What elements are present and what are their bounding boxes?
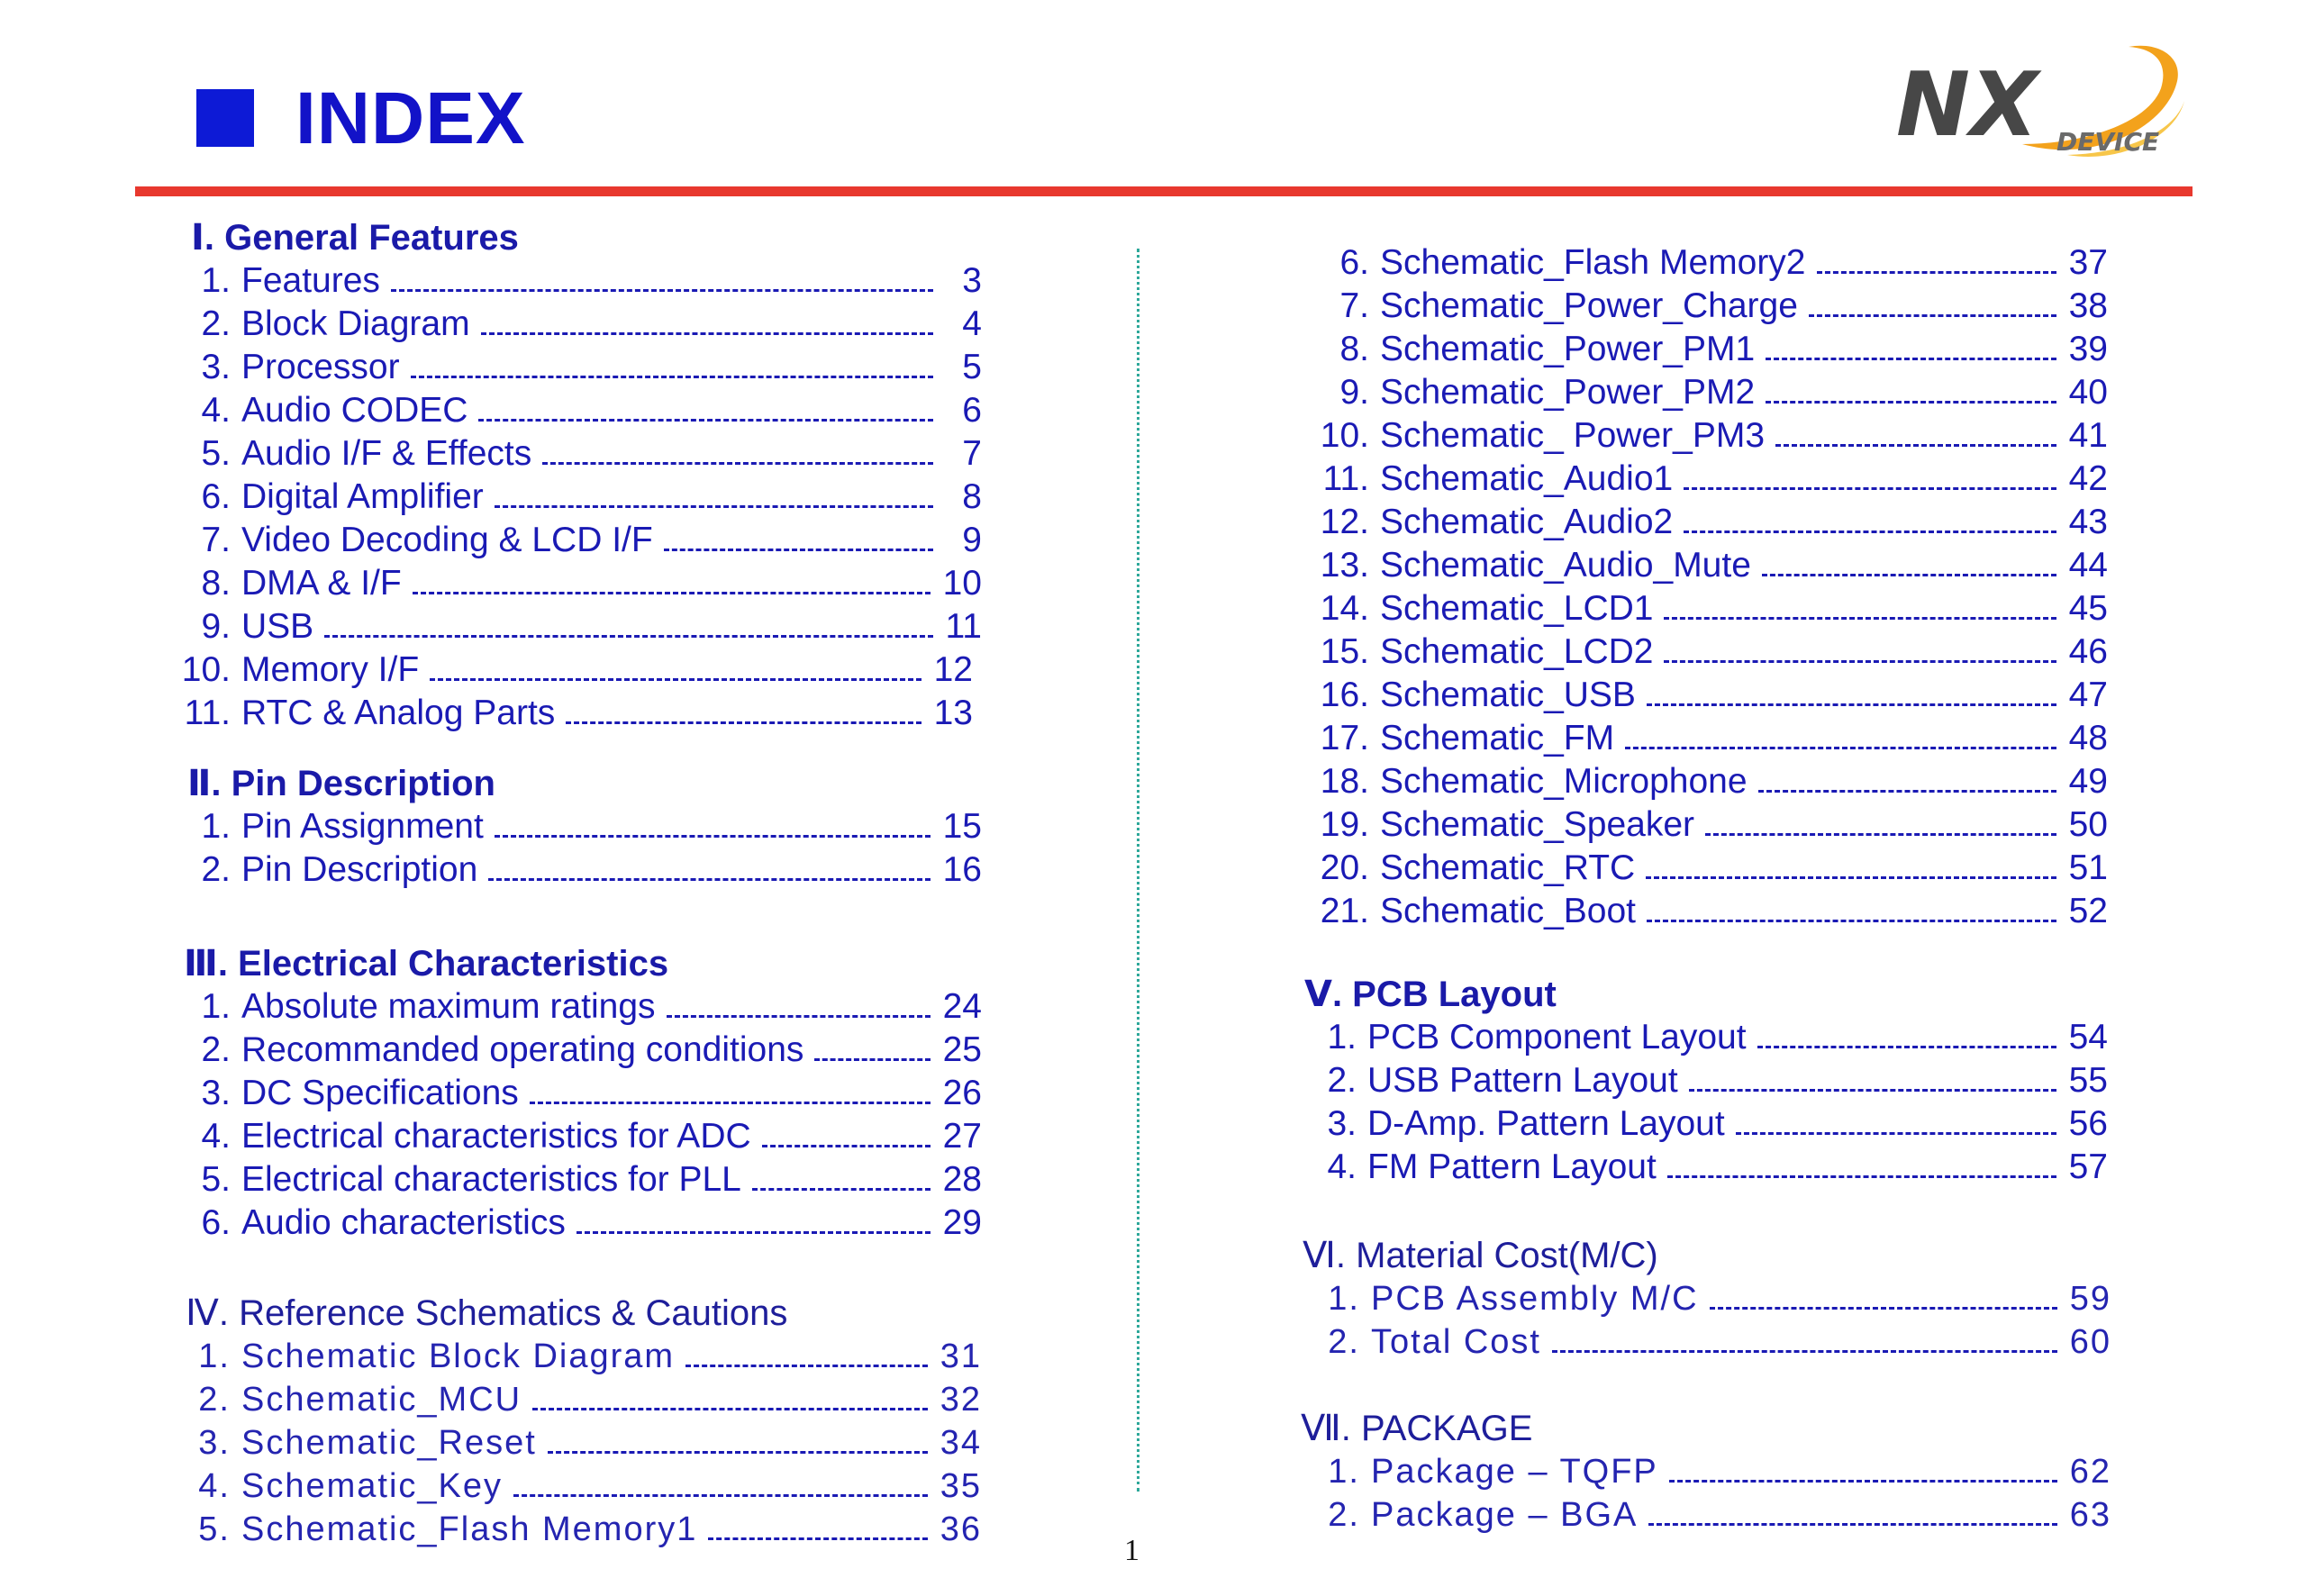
toc-row[interactable]: 14. Schematic_LCD1 45 <box>1320 589 2108 628</box>
toc-row[interactable]: 5. Audio I/F & Effects 7 <box>201 434 982 473</box>
toc-row[interactable]: 2. Package – BGA 63 <box>1328 1496 2111 1534</box>
toc-row[interactable]: 3. D-Amp. Pattern Layout 56 <box>1327 1104 2108 1143</box>
page-title: INDEX <box>295 77 526 159</box>
section-title-package: Ⅶ. PACKAGE <box>1301 1409 1533 1448</box>
toc-row[interactable]: 2. Recommanded operating conditions 25 <box>201 1030 982 1069</box>
toc-row[interactable]: 8. Schematic_Power_PM1 39 <box>1339 330 2108 368</box>
toc-row[interactable]: 2. Total Cost 60 <box>1328 1323 2111 1361</box>
toc-row[interactable]: 17. Schematic_FM 48 <box>1320 719 2108 757</box>
toc-row[interactable]: 2. Schematic_MCU 32 <box>198 1381 982 1419</box>
toc-row[interactable]: 2. USB Pattern Layout 55 <box>1327 1061 2108 1100</box>
logo-text-nx: NX <box>1896 54 2038 157</box>
toc-row[interactable]: 2. Block Diagram 4 <box>201 304 982 343</box>
toc-row[interactable]: 1. Absolute maximum ratings 24 <box>201 987 982 1026</box>
toc-row[interactable]: 11. Schematic_Audio1 42 <box>1322 459 2108 498</box>
section-title-pcb-layout: Ⅴ. PCB Layout <box>1304 975 1557 1014</box>
toc-row[interactable]: 18. Schematic_Microphone 49 <box>1320 762 2108 801</box>
toc-row[interactable]: 3. Processor 5 <box>201 348 982 386</box>
toc-row[interactable]: 3. Schematic_Reset 34 <box>198 1424 982 1462</box>
toc-row[interactable]: 15. Schematic_LCD2 46 <box>1320 632 2108 671</box>
section-title-pin-description: Ⅱ. Pin Description <box>187 764 495 803</box>
toc-row[interactable]: 9. USB 11 <box>201 607 982 646</box>
toc-row[interactable]: 7. Video Decoding & LCD I/F 9 <box>201 521 982 559</box>
title-bullet-square <box>196 89 254 147</box>
toc-row[interactable]: 4. Schematic_Key 35 <box>198 1467 982 1505</box>
toc-row[interactable]: 4. Audio CODEC 6 <box>201 391 982 430</box>
toc-row[interactable]: 8. DMA & I/F 10 <box>201 564 982 603</box>
toc-row[interactable]: 4. FM Pattern Layout 57 <box>1327 1147 2108 1186</box>
page-number: 1 <box>1124 1534 1139 1567</box>
column-divider <box>1137 249 1139 1492</box>
toc-row[interactable]: 12. Schematic_Audio2 43 <box>1320 503 2108 541</box>
toc-row[interactable]: 19. Schematic_Speaker 50 <box>1320 805 2108 844</box>
toc-row[interactable]: 13. Schematic_Audio_Mute 44 <box>1320 546 2108 585</box>
toc-row[interactable]: 1. Pin Assignment 15 <box>201 807 982 846</box>
toc-row[interactable]: 3. DC Specifications 26 <box>201 1074 982 1112</box>
toc-row[interactable]: 4. Electrical characteristics for ADC 27 <box>201 1117 982 1156</box>
toc-row[interactable]: 20. Schematic_RTC 51 <box>1320 848 2108 887</box>
toc-row[interactable]: 1. Features 3 <box>201 261 982 300</box>
section-title-reference-schematics: Ⅳ. Reference Schematics & Cautions <box>186 1293 788 1333</box>
header-red-rule <box>135 186 2193 196</box>
toc-row[interactable]: 6. Audio characteristics 29 <box>201 1203 982 1242</box>
toc-row[interactable]: 1. Package – TQFP 62 <box>1328 1453 2111 1491</box>
toc-row[interactable]: 7. Schematic_Power_Charge 38 <box>1339 286 2108 325</box>
section-title-general-features: Ⅰ. General Features <box>191 218 519 258</box>
toc-row[interactable]: 5. Electrical characteristics for PLL 28 <box>201 1160 982 1199</box>
toc-row[interactable]: 1. Schematic Block Diagram 31 <box>198 1338 982 1375</box>
toc-row[interactable]: 6. Schematic_Flash Memory2 37 <box>1339 243 2108 282</box>
toc-row[interactable]: 1. PCB Component Layout 54 <box>1327 1018 2108 1056</box>
section-title-electrical-characteristics: Ⅲ. Electrical Characteristics <box>184 944 669 984</box>
toc-row[interactable]: 10. Schematic_ Power_PM3 41 <box>1320 416 2108 455</box>
toc-row[interactable]: 16. Schematic_USB 47 <box>1320 676 2108 714</box>
nx-device-logo <box>1887 29 2193 182</box>
section-title-material-cost: Ⅵ. Material Cost(M/C) <box>1303 1236 1658 1275</box>
toc-row[interactable]: 10. Memory I/F 12 <box>181 650 973 689</box>
toc-row[interactable]: 2. Pin Description 16 <box>201 850 982 889</box>
toc-row[interactable]: 9. Schematic_Power_PM2 40 <box>1339 373 2108 412</box>
logo-text-device: DEVICE <box>2056 127 2160 157</box>
toc-row[interactable]: 1. PCB Assembly M/C 59 <box>1328 1280 2111 1318</box>
toc-row[interactable]: 5. Schematic_Flash Memory1 36 <box>198 1510 982 1548</box>
toc-row[interactable]: 11. RTC & Analog Parts 13 <box>184 694 973 732</box>
toc-row[interactable]: 6. Digital Amplifier 8 <box>201 477 982 516</box>
toc-row[interactable]: 21. Schematic_Boot 52 <box>1320 892 2108 930</box>
